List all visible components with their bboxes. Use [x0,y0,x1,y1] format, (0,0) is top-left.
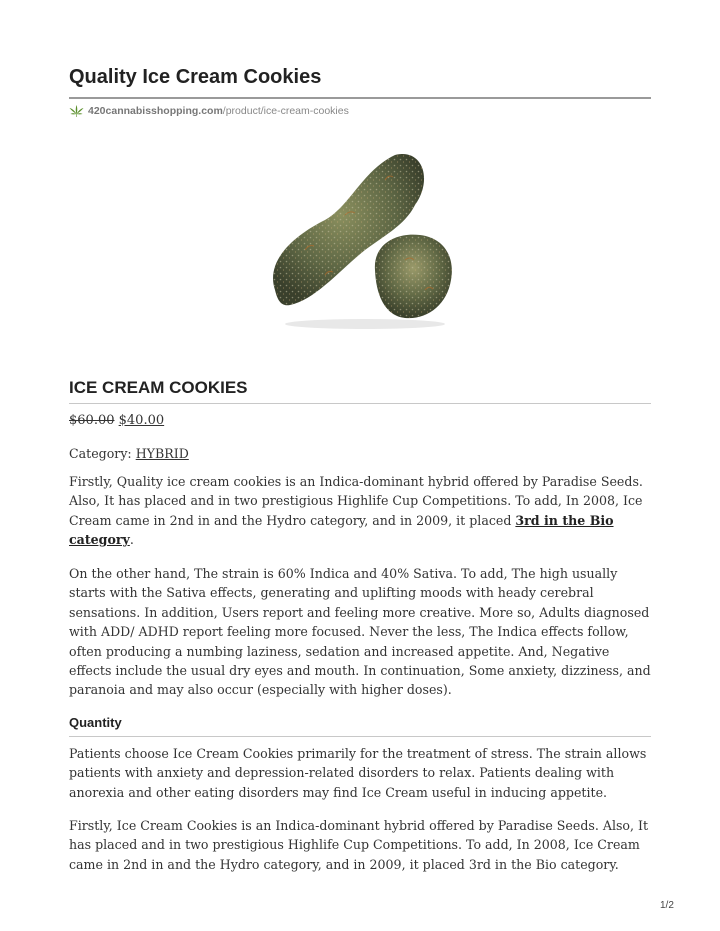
bio-category-link[interactable]: 3rd in the Bio category [69,512,614,548]
sale-price[interactable]: $40.00 [118,413,165,428]
price [69,413,164,428]
category-line [69,444,189,463]
page-number: 1/2 [660,900,674,911]
old-price: $60.00 [69,413,115,428]
product-heading: ICE CREAM COOKIES [69,378,248,397]
quantity-divider [69,736,651,737]
paragraph-3: Patients choose Ice Cream Cookies primarily for the treatment of stress. The strain allows patients with anxiety and depression-related disorders to relax. Patients dealing with anorexia and other eating disorders may find Ice Cream useful in inducing appetite. [69,746,647,800]
category-label: Category: [69,446,136,461]
source-url[interactable] [69,104,349,117]
category-link[interactable]: HYBRID [135,446,189,461]
source-path: /product/ice-cream-cookies [222,104,349,117]
cannabis-leaf-icon [69,104,84,117]
quantity-heading: Quantity [69,715,122,730]
paragraph-1 [69,472,651,550]
paragraph-4: Firstly, Ice Cream Cookies is an Indica-dominant hybrid offered by Paradise Seeds. Also, It has placed and in two prestigious Highlife Cup Competitions. To add, In 2008, Ice Cream came in 2nd in and the Hydro category, and in 2009, it placed 3rd in the Bio category. [69,818,649,872]
page-title: Quality Ice Cream Cookies [69,66,322,88]
paragraph-1-text: Firstly, Quality ice cream cookies is an Indica-dominant hybrid offered by Paradise Seeds. Also, It has placed and in two prestigious Highlife Cup Competitions. To add, In 2008, Ice Cream came in 2nd in and the Hydro category, and in 2009, it placed [69,474,643,528]
heading-divider [69,403,651,404]
source-domain: 420cannabisshopping.com [88,104,223,117]
paragraph-2: On the other hand, The strain is 60% Indica and 40% Sativa. To add, The high usually starts with the Sativa effects, generating and uplifting moods with heady cerebral sensations. In addition, Users report and feeling more creative. More so, Adults diagnosed with ADD/ ADHD report feeling more focused. Never the less, The Indica effects follow, often producing a numbing laziness, sedation and increased appetite. And, Negative effects include the usual dry eyes and mouth. In continuation, Some anxiety, dizziness, and paranoia and may also occur (especially with higher doses). [69,566,651,698]
paragraph-1-end: . [129,532,134,548]
product-image [255,140,475,340]
title-divider [69,97,651,99]
